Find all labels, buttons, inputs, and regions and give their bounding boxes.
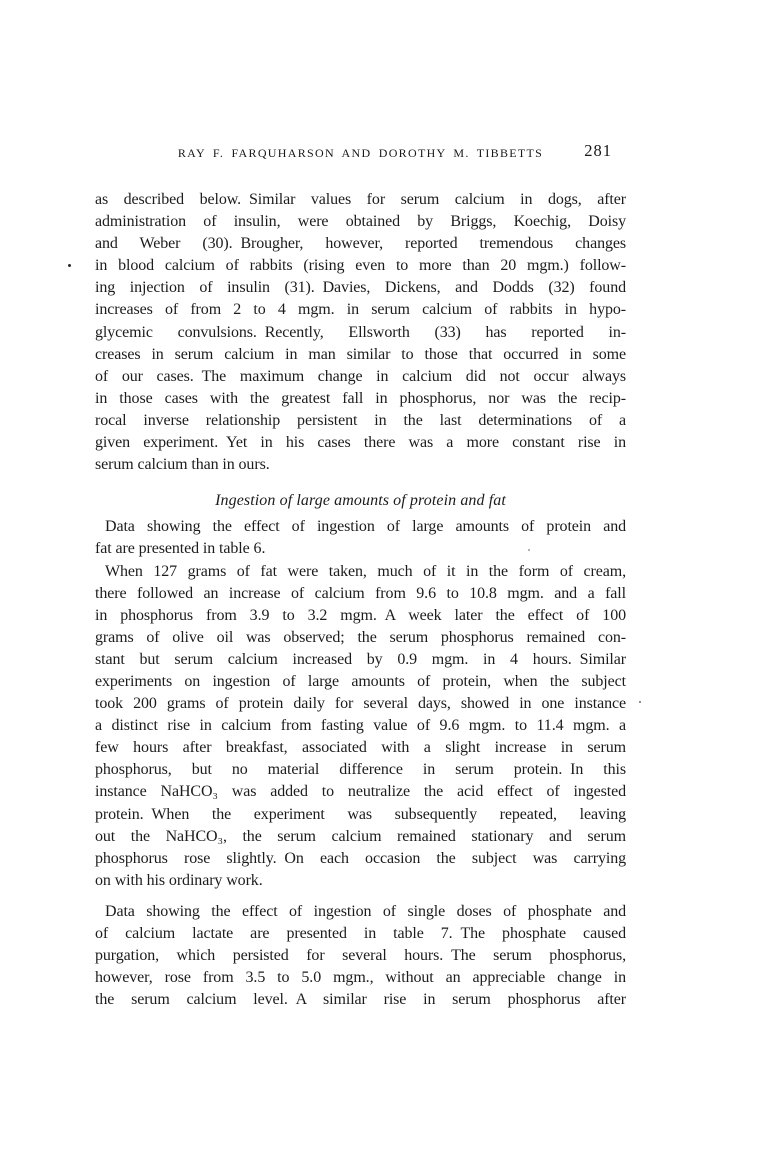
- text-column: [95, 141, 626, 1011]
- text-line: of our cases. The maximum change in calcium did not occur always: [95, 367, 626, 385]
- text-line: few hours after breakfast, associated with a slight increase in serum: [95, 739, 626, 757]
- text-line: a distinct rise in calcium from fasting value of 9.6 mgm. to 11.4 mgm. a: [95, 717, 626, 735]
- text-line: protein. When the experiment was subsequently repeated, leaving: [95, 805, 626, 823]
- text-line: purgation, which persisted for several hours. The serum phosphorus,: [95, 947, 626, 965]
- text-line: increases of from 2 to 4 mgm. in serum calcium of rabbits in hypo-: [95, 301, 626, 319]
- text-line: glycemic convulsions. Recently, Ellsworth (33) has reported in-: [95, 323, 626, 341]
- text-line: as described below. Similar values for serum calcium in dogs, after: [95, 191, 626, 208]
- scan-speck-margin: [68, 264, 71, 267]
- text-line: phosphorus, but no material difference in serum protein. In this: [95, 761, 626, 779]
- text-line: however, rose from 3.5 to 5.0 mgm., without an appreciable change in: [95, 969, 626, 987]
- text-line: Data showing the effect of ingestion of single doses of phosphate and: [105, 902, 626, 920]
- text-line: creases in serum calcium in man similar to those that occurred in some: [95, 345, 626, 363]
- text-line: When 127 grams of fat were taken, much of it in the form of cream,: [105, 562, 626, 580]
- text-line: and Weber (30). Brougher, however, reported tremendous changes: [95, 235, 626, 253]
- text-line: rocal inverse relationship persistent in the last determinations of a: [95, 411, 626, 429]
- text-line: in those cases with the greatest fall in phosphorus, nor was the recip-: [95, 389, 626, 407]
- article-body: [95, 189, 626, 1011]
- text-line: on with his ordinary work.: [95, 871, 263, 889]
- running-header-authors: RAY F. FARQUHARSON AND DOROTHY M. TIBBETTS: [177, 146, 544, 160]
- text-line: Data showing the effect of ingestion of large amounts of protein and: [105, 518, 626, 536]
- text-line: given experiment. Yet in his cases there was a more constant rise in: [95, 434, 626, 452]
- paragraph-fat-protein-experiments: [95, 561, 626, 892]
- text-line: instance NaHCO₃ was added to neutralize the acid effect of ingested: [95, 783, 626, 801]
- text-line: fat are presented in table 6.: [95, 540, 266, 558]
- text-line: grams of olive oil was observed; the serum phosphorus remained con-: [95, 628, 626, 646]
- text-line: serum calcium than in ours.: [95, 456, 270, 474]
- text-line: in phosphorus from 3.9 to 3.2 mgm. A week later the effect of 100: [95, 606, 626, 624]
- page-number: 281: [584, 141, 612, 160]
- paragraph-continuation: [95, 189, 626, 476]
- paragraph-phosphate-lactate: [95, 901, 626, 1011]
- text-line: there followed an increase of calcium from 9.6 to 10.8 mgm. and a fall: [95, 584, 626, 602]
- text-line: phosphorus rose slightly. On each occasion the subject was carrying: [95, 849, 626, 867]
- text-line: ing injection of insulin (31). Davies, Dickens, and Dodds (32) found: [95, 279, 626, 297]
- text-line: the serum calcium level. A similar rise in serum phosphorus after: [95, 991, 626, 1009]
- text-line: stant but serum calcium increased by 0.9 mgm. in 4 hours. Similar: [95, 650, 626, 668]
- paragraph-table6-intro: [95, 516, 626, 560]
- text-line: in blood calcium of rabbits (rising even to more than 20 mgm.) follow-: [95, 257, 626, 275]
- text-line: administration of insulin, were obtained by Briggs, Koechig, Doisy: [95, 213, 626, 231]
- section-heading: Ingestion of large amounts of protein and fat: [215, 492, 506, 510]
- text-line: took 200 grams of protein daily for several days, showed in one instance: [95, 695, 626, 713]
- running-header: [95, 141, 626, 160]
- text-line: experiments on ingestion of large amounts of protein, when the subject: [95, 672, 626, 690]
- text-line: out the NaHCO₃, the serum calcium remained stationary and serum: [95, 827, 626, 845]
- scan-speck-right: [639, 701, 641, 703]
- text-line: of calcium lactate are presented in table 7. The phosphate caused: [95, 925, 626, 942]
